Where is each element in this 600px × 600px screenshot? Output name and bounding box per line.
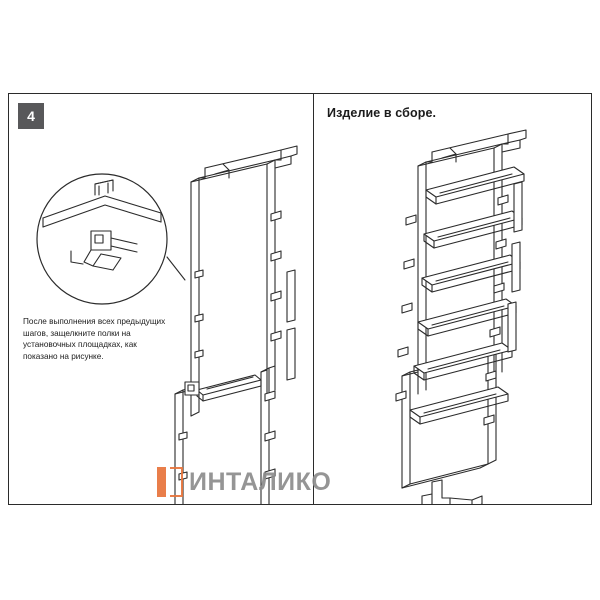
instruction-sheet [8,93,592,505]
shelf-2 [424,211,522,248]
frame-rails [175,146,297,504]
watermark [157,462,357,502]
watermark-text: ИНТАЛИКО [189,467,332,496]
panel-title: Изделие в сборе. [327,106,437,120]
shelf-4 [418,299,516,336]
step-caption: После выполнения всех предыдущих шагов, защелкните полки на установочных площадках, как показано на рисунке. [23,317,166,361]
shelf-1 [426,167,524,204]
shelf-5 [414,343,512,380]
installed-shelf [197,375,261,401]
shelf-3 [422,255,520,292]
shelf-clip-mount [185,382,199,395]
right-figure-assembled-unit [314,94,593,504]
brand-logo-icon [157,467,183,497]
step-number-badge: 4 [18,103,44,129]
left-figure-shelf-frame [9,94,313,504]
